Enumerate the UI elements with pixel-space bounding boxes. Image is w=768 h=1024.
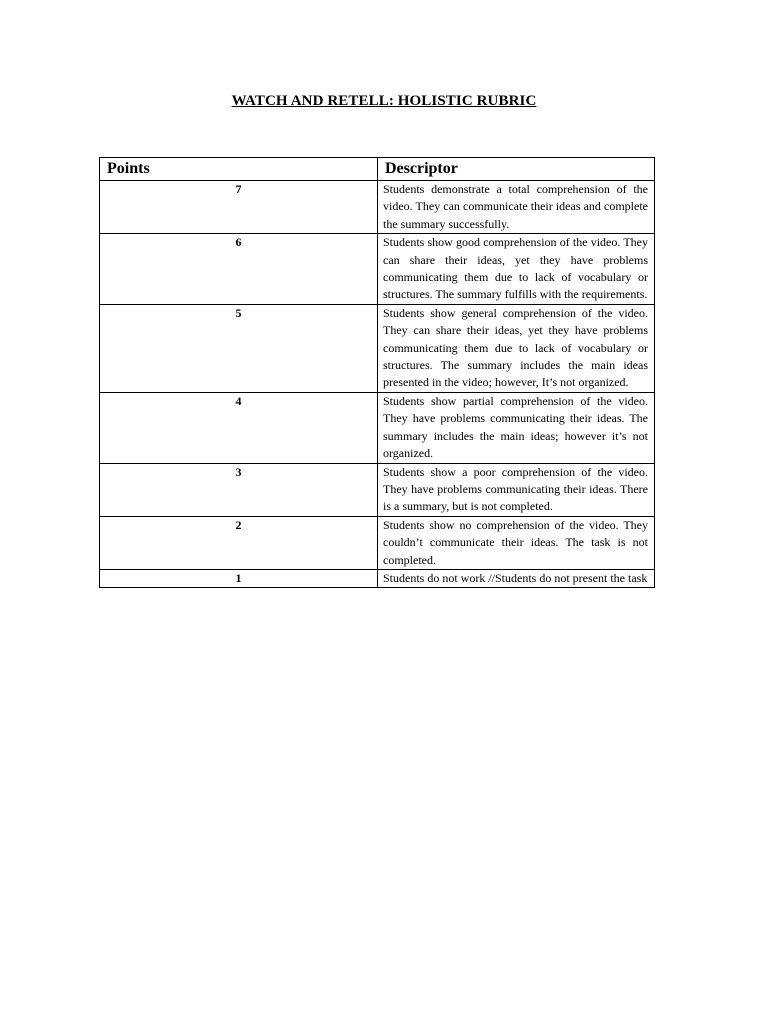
table-row <box>100 181 655 234</box>
page-title: WATCH AND RETELL: HOLISTIC RUBRIC <box>231 93 537 109</box>
points-cell: 5 <box>100 304 378 392</box>
points-cell: 3 <box>100 463 378 516</box>
table-row <box>100 463 655 516</box>
descriptor-cell: Students show good comprehension of the video. They can share their ideas, yet they have problems communicating them due to lack of vocabulary or structures. The summary fulfills with the requirements. <box>378 234 655 305</box>
table-row <box>100 516 655 569</box>
descriptor-cell: Students show no comprehension of the video. They couldn’t communicate their ideas. The task is not completed. <box>378 516 655 569</box>
rubric-table <box>99 157 655 588</box>
points-cell: 6 <box>100 234 378 305</box>
table-row <box>100 392 655 463</box>
column-header-points: Points <box>100 158 378 181</box>
points-cell: 2 <box>100 516 378 569</box>
column-header-descriptor: Descriptor <box>378 158 655 181</box>
table-row <box>100 234 655 305</box>
table-row <box>100 304 655 392</box>
descriptor-cell: Students show partial comprehension of the video. They have problems communicating their ideas. The summary includes the main ideas; however it’s not organized. <box>378 392 655 463</box>
descriptor-cell: Students demonstrate a total comprehension of the video. They can communicate their ideas and complete the summary successfully. <box>378 181 655 234</box>
descriptor-cell: Students do not work //Students do not present the task <box>378 569 655 587</box>
table-header-row <box>100 158 655 181</box>
descriptor-cell: Students show general comprehension of the video. They can share their ideas, yet they have problems communicating them due to lack of vocabulary or structures. The summary includes the main ideas presented in the video; however, It’s not organized. <box>378 304 655 392</box>
points-cell: 1 <box>100 569 378 587</box>
descriptor-cell: Students show a poor comprehension of the video. They have problems communicating their ideas. There is a summary, but is not completed. <box>378 463 655 516</box>
points-cell: 7 <box>100 181 378 234</box>
table-row <box>100 569 655 587</box>
points-cell: 4 <box>100 392 378 463</box>
